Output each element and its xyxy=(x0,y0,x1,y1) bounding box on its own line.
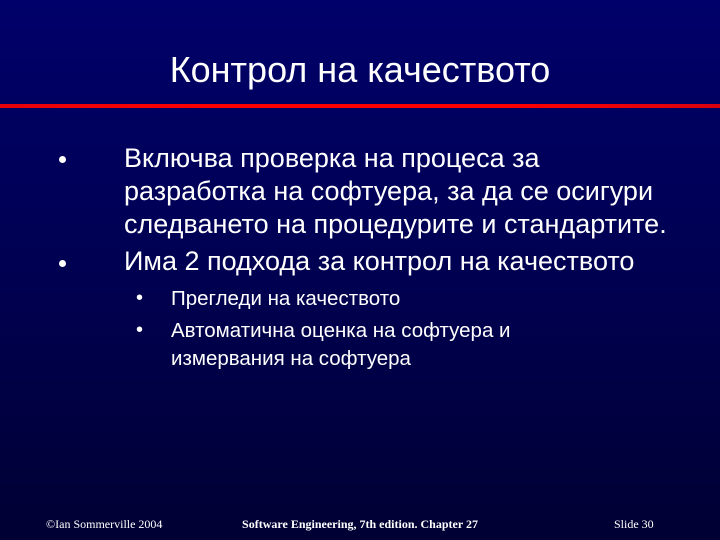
sub-bullet-text-line: Прегледи на качеството xyxy=(171,287,401,310)
sub-bullet-text-line: измервания на софтуера xyxy=(171,347,411,370)
sub-bullet-text-line: Автоматична оценка на софтуера и xyxy=(171,319,511,342)
slide-title: Контрол на качеството xyxy=(169,49,551,90)
bullet-text-line: Има 2 подхода за контрол на качеството xyxy=(124,246,635,276)
bullet-text-line: разработка на софтуера, за да се осигури xyxy=(124,176,654,206)
footer-book-title: Software Engineering, 7th edition. Chapter 27 xyxy=(242,517,478,531)
bullet-dot-icon xyxy=(59,260,66,267)
bullet-text-line: Включва проверка на процеса за xyxy=(124,143,540,173)
sub-bullet-marker-icon: • xyxy=(136,319,144,341)
bullet-dot-icon xyxy=(59,156,66,163)
sub-bullet-marker-icon: • xyxy=(136,287,144,309)
title-underline xyxy=(0,104,720,108)
bullet-text-line: следването на процедурите и стандартите. xyxy=(124,209,667,239)
footer-slide-number: Slide 30 xyxy=(614,517,654,531)
footer-copyright: ©Ian Sommerville 2004 xyxy=(46,517,163,531)
